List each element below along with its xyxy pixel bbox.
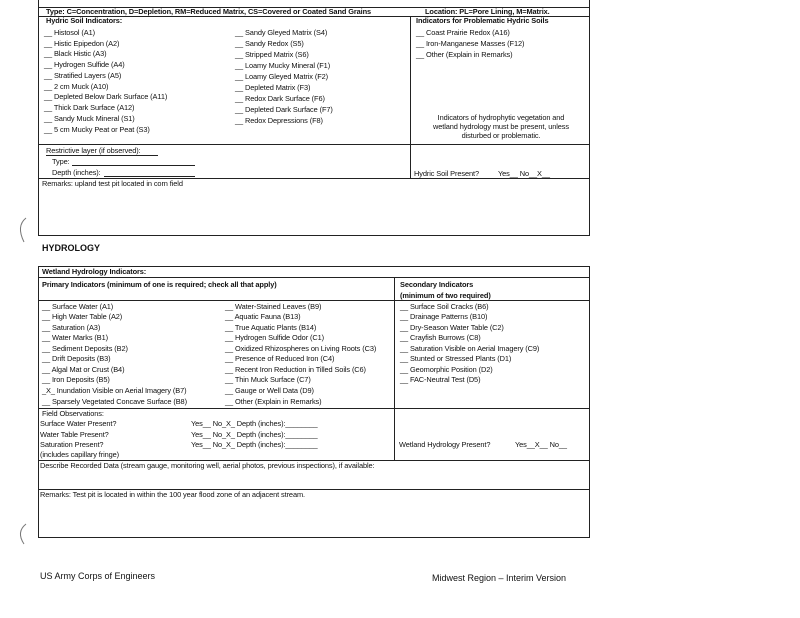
list-item[interactable]: __ Black Histic (A3)	[44, 49, 107, 58]
list-item[interactable]: __ Surface Water (A1)	[42, 302, 114, 311]
secondary-header-rule	[395, 300, 590, 301]
scan-artifact-arc	[14, 522, 28, 546]
list-item[interactable]: __ Thin Muck Surface (C7)	[225, 375, 311, 384]
list-item[interactable]: __ Hydrogen Sulfide (A4)	[44, 60, 125, 69]
hydro-bottom-rule	[38, 537, 590, 538]
soil-mid-divider	[410, 16, 411, 178]
hydro-mid-divider	[394, 277, 395, 461]
soil-remarks: Remarks: upland test pit located in corn field	[42, 179, 183, 188]
list-item[interactable]: __ Water Marks (B1)	[42, 333, 108, 342]
list-item[interactable]: __ Other (Explain in Remarks)	[225, 397, 322, 406]
saturation-answer[interactable]: Yes__ No_X_ Depth (inches):________	[191, 440, 318, 449]
list-item[interactable]: __ Drainage Patterns (B10)	[400, 312, 488, 321]
list-item[interactable]: __ Depleted Below Dark Surface (A11)	[44, 92, 168, 101]
hydro-right-border	[589, 266, 590, 538]
water-table-label: Water Table Present?	[40, 430, 109, 439]
field-observations-label: Field Observations:	[42, 409, 104, 418]
list-item[interactable]: __ Iron-Manganese Masses (F12)	[416, 39, 525, 48]
footer-agency: US Army Corps of Engineers	[40, 571, 156, 581]
hydro-header-rule	[38, 277, 590, 278]
primary-indicators-header: Primary Indicators (minimum of one is required; check all that apply)	[42, 280, 277, 289]
list-item[interactable]: __ Redox Depressions (F8)	[235, 116, 323, 125]
secondary-indicators-subheader: (minimum of two required)	[400, 291, 491, 300]
hydrology-section-title: HYDROLOGY	[42, 243, 101, 253]
secondary-indicators-header: Secondary Indicators	[400, 280, 474, 289]
list-item[interactable]: __ Sandy Redox (S5)	[235, 39, 304, 48]
list-item[interactable]: __ Saturation Visible on Aerial Imagery (C9)	[400, 344, 540, 353]
list-item[interactable]: __ Sediment Deposits (B2)	[42, 344, 128, 353]
surface-water-label: Surface Water Present?	[40, 419, 117, 428]
footer-version: Midwest Region – Interim Version	[432, 573, 567, 583]
restrictive-layer-underline	[46, 155, 158, 156]
list-item[interactable]: __ Redox Dark Surface (F6)	[235, 94, 325, 103]
list-item[interactable]: __ Dry-Season Water Table (C2)	[400, 323, 504, 332]
list-item[interactable]: __ Hydrogen Sulfide Odor (C1)	[225, 333, 324, 342]
location-legend: Location: PL=Pore Lining, M=Matrix.	[425, 7, 550, 16]
problematic-indicators-header: Indicators for Problematic Hydric Soils	[416, 16, 549, 25]
list-item[interactable]: __ Surface Soil Cracks (B6)	[400, 302, 489, 311]
list-item[interactable]: _X_ Inundation Visible on Aerial Imagery (B7)	[42, 386, 187, 395]
describe-recorded-data: Describe Recorded Data (stream gauge, monitoring well, aerial photos, previous inspections), if available:	[40, 461, 375, 470]
hydric-soil-present-label: Hydric Soil Present?	[414, 169, 479, 178]
list-item[interactable]: __ Drift Deposits (B3)	[42, 354, 111, 363]
list-item[interactable]: __ Algal Mat or Crust (B4)	[42, 365, 125, 374]
list-item[interactable]: __ 5 cm Mucky Peat or Peat (S3)	[44, 125, 150, 134]
list-item[interactable]: __ Iron Deposits (B5)	[42, 375, 110, 384]
type-input-line[interactable]	[72, 165, 195, 166]
wetland-hydrology-indicators-label: Wetland Hydrology Indicators:	[42, 267, 147, 276]
list-item[interactable]: __ Stunted or Stressed Plants (D1)	[400, 354, 512, 363]
list-item[interactable]: __ 2 cm Muck (A10)	[44, 82, 109, 91]
list-item[interactable]: __ Thick Dark Surface (A12)	[44, 103, 135, 112]
list-item[interactable]: __ Sandy Muck Mineral (S1)	[44, 114, 135, 123]
water-table-answer[interactable]: Yes__ No_X_ Depth (inches):________	[191, 430, 318, 439]
wetland-hydrology-present-label: Wetland Hydrology Present?	[399, 440, 491, 449]
type-label: Type:	[52, 157, 70, 166]
hydric-soil-indicators-header: Hydric Soil Indicators:	[46, 16, 123, 25]
list-item[interactable]: __ Sandy Gleyed Matrix (S4)	[235, 28, 328, 37]
list-item[interactable]: __ Presence of Reduced Iron (C4)	[225, 354, 335, 363]
list-item[interactable]: __ Aquatic Fauna (B13)	[225, 312, 301, 321]
list-item[interactable]: __ True Aquatic Plants (B14)	[225, 323, 317, 332]
list-item[interactable]: __ Stripped Matrix (S6)	[235, 50, 309, 59]
list-item[interactable]: __ Recent Iron Reduction in Tilled Soils (C6)	[225, 365, 366, 374]
list-item[interactable]: __ Saturation (A3)	[42, 323, 101, 332]
list-item[interactable]: __ Water-Stained Leaves (B9)	[225, 302, 322, 311]
list-item[interactable]: __ Oxidized Rhizospheres on Living Roots (C3)	[225, 344, 377, 353]
hydro-left-border	[38, 266, 39, 538]
depth-label: Depth (inches):	[52, 168, 101, 177]
primary-header-rule	[38, 300, 395, 301]
hydro-indicators-rule	[38, 408, 590, 409]
list-item[interactable]: __ Histosol (A1)	[44, 28, 95, 37]
depth-input-line[interactable]	[104, 176, 195, 177]
list-item[interactable]: __ Geomorphic Position (D2)	[400, 365, 493, 374]
list-item[interactable]: __ Stratified Layers (A5)	[44, 71, 122, 80]
list-item[interactable]: __ Loamy Mucky Mineral (F1)	[235, 61, 331, 70]
soil-left-border	[38, 0, 39, 236]
scan-artifact-arc	[14, 216, 28, 244]
hydrophytic-footnote: Indicators of hydrophytic vegetation and wetland hydrology must be present, unless disturbed or problematic.	[433, 113, 569, 140]
soil-right-border	[589, 0, 590, 236]
list-item[interactable]: __ Depleted Matrix (F3)	[235, 83, 311, 92]
capillary-fringe-note: (includes capillary fringe)	[40, 450, 120, 459]
hydrology-remarks: Remarks: Test pit is located in within the 100 year flood zone of an adjacent stream.	[40, 490, 305, 499]
list-item[interactable]: __ Crayfish Burrows (C8)	[400, 333, 481, 342]
list-item[interactable]: __ Depleted Dark Surface (F7)	[235, 105, 333, 114]
surface-water-answer[interactable]: Yes__ No_X_ Depth (inches):________	[191, 419, 318, 428]
list-item[interactable]: __ Sparsely Vegetated Concave Surface (B8)	[42, 397, 187, 406]
type-legend: Type: C=Concentration, D=Depletion, RM=Reduced Matrix, CS=Covered or Coated Sand Grains	[46, 7, 372, 16]
restrictive-layer-label: Restrictive layer (if observed):	[46, 146, 141, 155]
wetland-hydrology-present-answer[interactable]: Yes__X__ No__	[515, 440, 567, 449]
soil-bottom-rule	[38, 235, 590, 236]
list-item[interactable]: __ Coast Prairie Redox (A16)	[416, 28, 510, 37]
saturation-label: Saturation Present?	[40, 440, 104, 449]
list-item[interactable]: __ Gauge or Well Data (D9)	[225, 386, 314, 395]
list-item[interactable]: __ Other (Explain in Remarks)	[416, 50, 513, 59]
soil-indicators-rule	[38, 144, 590, 145]
list-item[interactable]: __ FAC-Neutral Test (D5)	[400, 375, 481, 384]
list-item[interactable]: __ High Water Table (A2)	[42, 312, 123, 321]
list-item[interactable]: __ Histic Epipedon (A2)	[44, 39, 120, 48]
hydric-soil-present-answer[interactable]: Yes__ No__X__	[498, 169, 550, 178]
list-item[interactable]: __ Loamy Gleyed Matrix (F2)	[235, 72, 328, 81]
